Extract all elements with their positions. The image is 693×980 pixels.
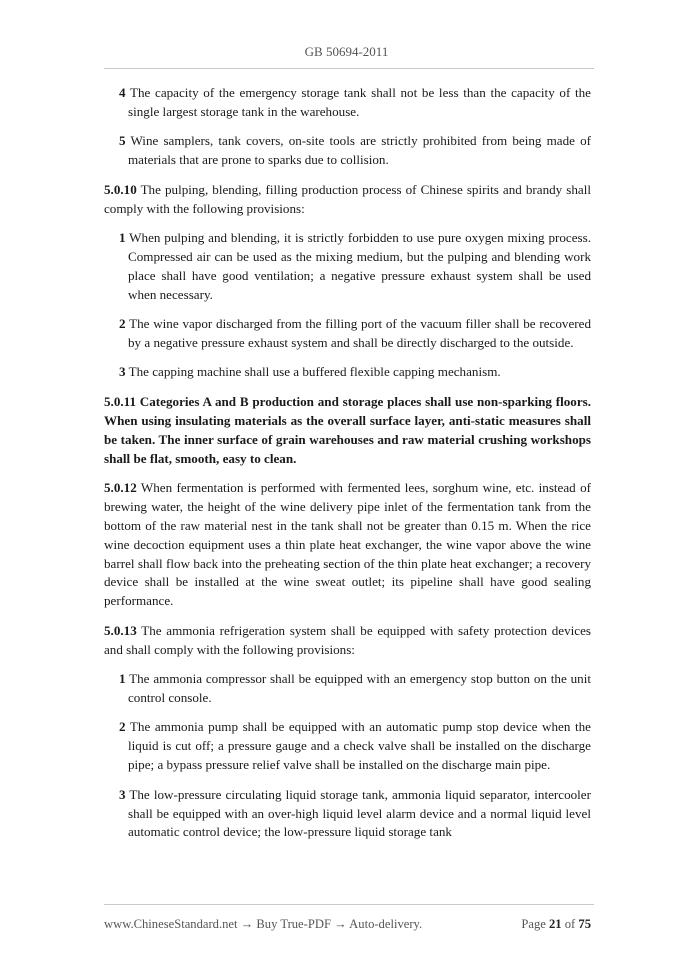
item-text: When pulping and blending, it is strictly forbidden to use pure oxygen mixing process. Compressed air can be used as the mixing medium, but the pulping and blending work place shall have good ventilation; a negative pressure exhaust system shall be used when necessary. — [128, 229, 591, 302]
document-body — [104, 84, 591, 853]
item-number: 1 — [119, 229, 126, 245]
list-item — [104, 132, 591, 170]
of-label: of — [564, 917, 576, 931]
total-pages: 75 — [578, 917, 591, 931]
list-item — [104, 229, 591, 305]
item-number: 1 — [119, 671, 126, 687]
item-text: The wine vapor discharged from the filling port of the vacuum filler shall be recovered by a negative pressure exhaust system and shall be directly discharged to the outside. — [128, 316, 591, 350]
item-number: 3 — [119, 364, 126, 380]
document-code: GB 50694-2011 — [304, 44, 389, 59]
list-item — [104, 670, 591, 708]
auto-delivery-text: Auto-delivery. — [349, 917, 423, 931]
item-text: Wine samplers, tank covers, on-site tools are strictly prohibited from being made of materials that are prone to sparks due to collision. — [128, 133, 591, 168]
list-item — [104, 84, 591, 122]
list-item — [104, 315, 591, 353]
clause-5-0-11 — [104, 393, 591, 469]
page-label: Page — [521, 917, 546, 931]
item-text: The capacity of the emergency storage tank shall not be less than the capacity of the single largest storage tank in the warehouse. — [128, 85, 591, 119]
site-link[interactable]: www.ChineseStandard.net — [104, 917, 238, 931]
list-item — [104, 786, 591, 843]
list-item — [104, 363, 591, 382]
buy-true-pdf-link[interactable]: Buy True-PDF — [256, 917, 331, 931]
item-text: The low-pressure circulating liquid storage tank, ammonia liquid separator, intercooler shall be equipped with an over-high liquid level alarm device and a normal liquid level automatic control device; the low-pressure liquid storage tank — [128, 786, 591, 840]
current-page: 21 — [549, 917, 562, 931]
document-header — [0, 44, 693, 60]
clause-text: Categories A and B production and storage places shall use non-sparking floors. When using insulating materials as the overall surface layer, anti-static measures shall be taken. The inner surface of grain warehouses and raw material crushing workshops shall be flat, smooth, easy to clean. — [104, 393, 591, 466]
item-number: 5 — [119, 133, 126, 149]
header-divider — [104, 68, 594, 69]
item-number: 2 — [119, 719, 126, 735]
clause-5-0-10 — [104, 181, 591, 219]
footer-divider — [104, 904, 594, 905]
arrow-right-icon: → — [240, 917, 254, 931]
footer-promo — [104, 917, 422, 932]
item-number: 4 — [119, 85, 126, 100]
clause-5-0-13 — [104, 622, 591, 660]
arrow-right-icon: → — [334, 917, 347, 931]
clause-text: The ammonia refrigeration system shall be equipped with safety protection devices and shall comply with the following provisions: — [104, 622, 591, 657]
clause-number: 5.0.11 — [104, 393, 137, 409]
clause-number: 5.0.12 — [104, 479, 137, 495]
clause-text: The pulping, blending, filling production process of Chinese spirits and brandy shall comply with the following provisions: — [104, 181, 591, 216]
item-text: The ammonia pump shall be equipped with an automatic pump stop device when the liquid is cut off; a pressure gauge and a check valve shall be installed on the discharge pipe; a bypass pressure relief valve shall be installed on the discharge main pipe. — [128, 719, 591, 773]
item-number: 2 — [119, 316, 126, 332]
item-text: The capping machine shall use a buffered flexible capping mechanism. — [128, 364, 501, 380]
clause-number: 5.0.10 — [104, 181, 137, 197]
clause-number: 5.0.13 — [104, 622, 137, 638]
clause-5-0-12 — [104, 479, 591, 611]
page-indicator — [521, 917, 591, 932]
item-number: 3 — [119, 786, 126, 802]
clause-text: When fermentation is performed with fermented lees, sorghum wine, etc. instead of brewing water, the height of the wine delivery pipe inlet of the fermentation tank from the bottom of the raw material nest in the tank shall not be greater than 0.15 m. When the rice wine decoction equipment uses a thin plate heat exchanger, the wine vapor above the wine barrel shall flow back into the preheating section of the thin plate heat exchanger; a recovery device shall be installed at the wine sweat outlet; its pipeline shall have good sealing performance. — [104, 479, 591, 609]
item-text: The ammonia compressor shall be equipped with an emergency stop button on the unit control console. — [128, 671, 591, 705]
list-item — [104, 718, 591, 775]
